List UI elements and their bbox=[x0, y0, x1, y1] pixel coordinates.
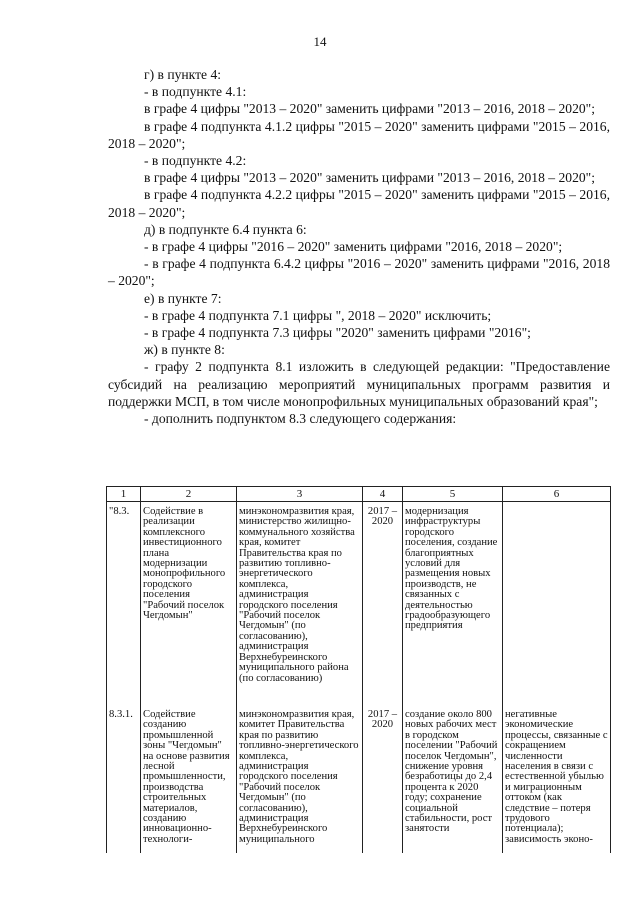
paragraph: ж) в пункте 8: bbox=[144, 342, 225, 358]
paragraph: в графе 4 подпункта 4.1.2 цифры "2015 – 2020" заменить цифрами "2015 – 2016, 2018 – 2020"; bbox=[108, 118, 610, 151]
risk-cell: негативные экономические процессы, связанные с сокращением численности населения в связи с естественной убылью и миграционным оттоком (как следствие – потеря трудового потенциала); зависимость эконо- bbox=[503, 705, 611, 853]
paragraph: в графе 4 цифры "2013 – 2020" заменить цифрами "2013 – 2016, 2018 – 2020"; bbox=[144, 101, 596, 117]
paragraph: д) в подпункте 6.4 пункта 6: bbox=[144, 221, 307, 237]
column-header: 5 bbox=[403, 487, 503, 502]
table-header-row bbox=[107, 487, 611, 502]
paragraph: в графе 4 цифры "2013 – 2020" заменить цифрами "2013 – 2016, 2018 – 2020"; bbox=[144, 170, 596, 186]
paragraph: г) в пункте 4: bbox=[144, 67, 222, 82]
measure-cell: Содействие созданию промышленной зоны "Чегдомын" на основе развития лесной промышленности, производства строительных материалов, созданию инновационно-технологи- bbox=[141, 705, 237, 853]
paragraph: в графе 4 подпункта 4.2.2 цифры "2015 – 2020" заменить цифрами "2015 – 2016, 2018 – 2020"; bbox=[108, 187, 610, 220]
paragraph: - дополнить подпунктом 8.3 следующего содержания: bbox=[144, 411, 457, 427]
executor-cell: минэкономразвития края, комитет Правительства края по развитию топливно-энергетического комплекса, администрация городского поселения "Рабочий поселок Чегдомын" (по согласованию), администрация Верхнебуреинского муниципального bbox=[237, 705, 363, 853]
executor-cell: минэкономразвития края, министерство жилищно-коммунального хозяйства края, комитет Правительства края по развитию топливно-энергетического комплекса, администрация городского поселения "Рабочий поселок Чегдомын" (по согласованию), администрация Верхнебуреинского муниципального района (по согласованию) bbox=[237, 502, 363, 706]
period-cell: 2017 – 2020 bbox=[363, 705, 403, 853]
row-number-cell: 8.3.1. bbox=[107, 705, 141, 853]
paragraph: е) в пункте 7: bbox=[144, 290, 222, 306]
period-cell: 2017 – 2020 bbox=[363, 502, 403, 706]
column-header: 4 bbox=[363, 487, 403, 502]
row-number-cell: "8.3. bbox=[107, 502, 141, 706]
paragraph: - графу 2 подпункта 8.1 изложить в следующей редакции: "Предоставление субсидий на реализацию мероприятий муниципальных программ развития и поддержки МСП, в том числе монопрофильных муниципальных образований края"; bbox=[108, 359, 610, 409]
paragraph: - в подпункте 4.2: bbox=[144, 153, 247, 169]
amendment-table bbox=[106, 486, 611, 853]
document-body bbox=[108, 66, 610, 427]
measure-cell: Содействие в реализации комплексного инвестиционного плана модернизации монопрофильного городского поселения "Рабочий поселок Чегдомын" bbox=[141, 502, 237, 706]
paragraph: - в графе 4 цифры "2016 – 2020" заменить цифрами "2016, 2018 – 2020"; bbox=[144, 239, 563, 255]
paragraph: - в графе 4 подпункта 7.3 цифры "2020" заменить цифрами "2016"; bbox=[144, 325, 531, 341]
column-header: 3 bbox=[237, 487, 363, 502]
paragraph: - в графе 4 подпункта 7.1 цифры ", 2018 – 2020" исключить; bbox=[144, 307, 492, 323]
paragraph: - в графе 4 подпункта 6.4.2 цифры "2016 – 2020" заменить цифрами "2016, 2018 – 2020"; bbox=[108, 256, 610, 289]
table-row bbox=[107, 705, 611, 853]
paragraph: - в подпункте 4.1: bbox=[144, 84, 247, 100]
table-row bbox=[107, 502, 611, 706]
column-header: 6 bbox=[503, 487, 611, 502]
page-number: 14 bbox=[313, 34, 327, 49]
column-header: 1 bbox=[107, 487, 141, 502]
result-cell: создание около 800 новых рабочих мест в городском поселении "Рабочий поселок Чегдомын", снижение уровня безработицы до 2,4 процента к 2020 году; сохранение социальной стабильности, рост занятости bbox=[403, 705, 503, 853]
column-header: 2 bbox=[141, 487, 237, 502]
result-cell: модернизация инфраструктуры городского поселения, создание благоприятных условий для размещения новых производств, не связанных с деятельностью градообразующего предприятия bbox=[403, 502, 503, 706]
risk-cell bbox=[503, 502, 611, 706]
